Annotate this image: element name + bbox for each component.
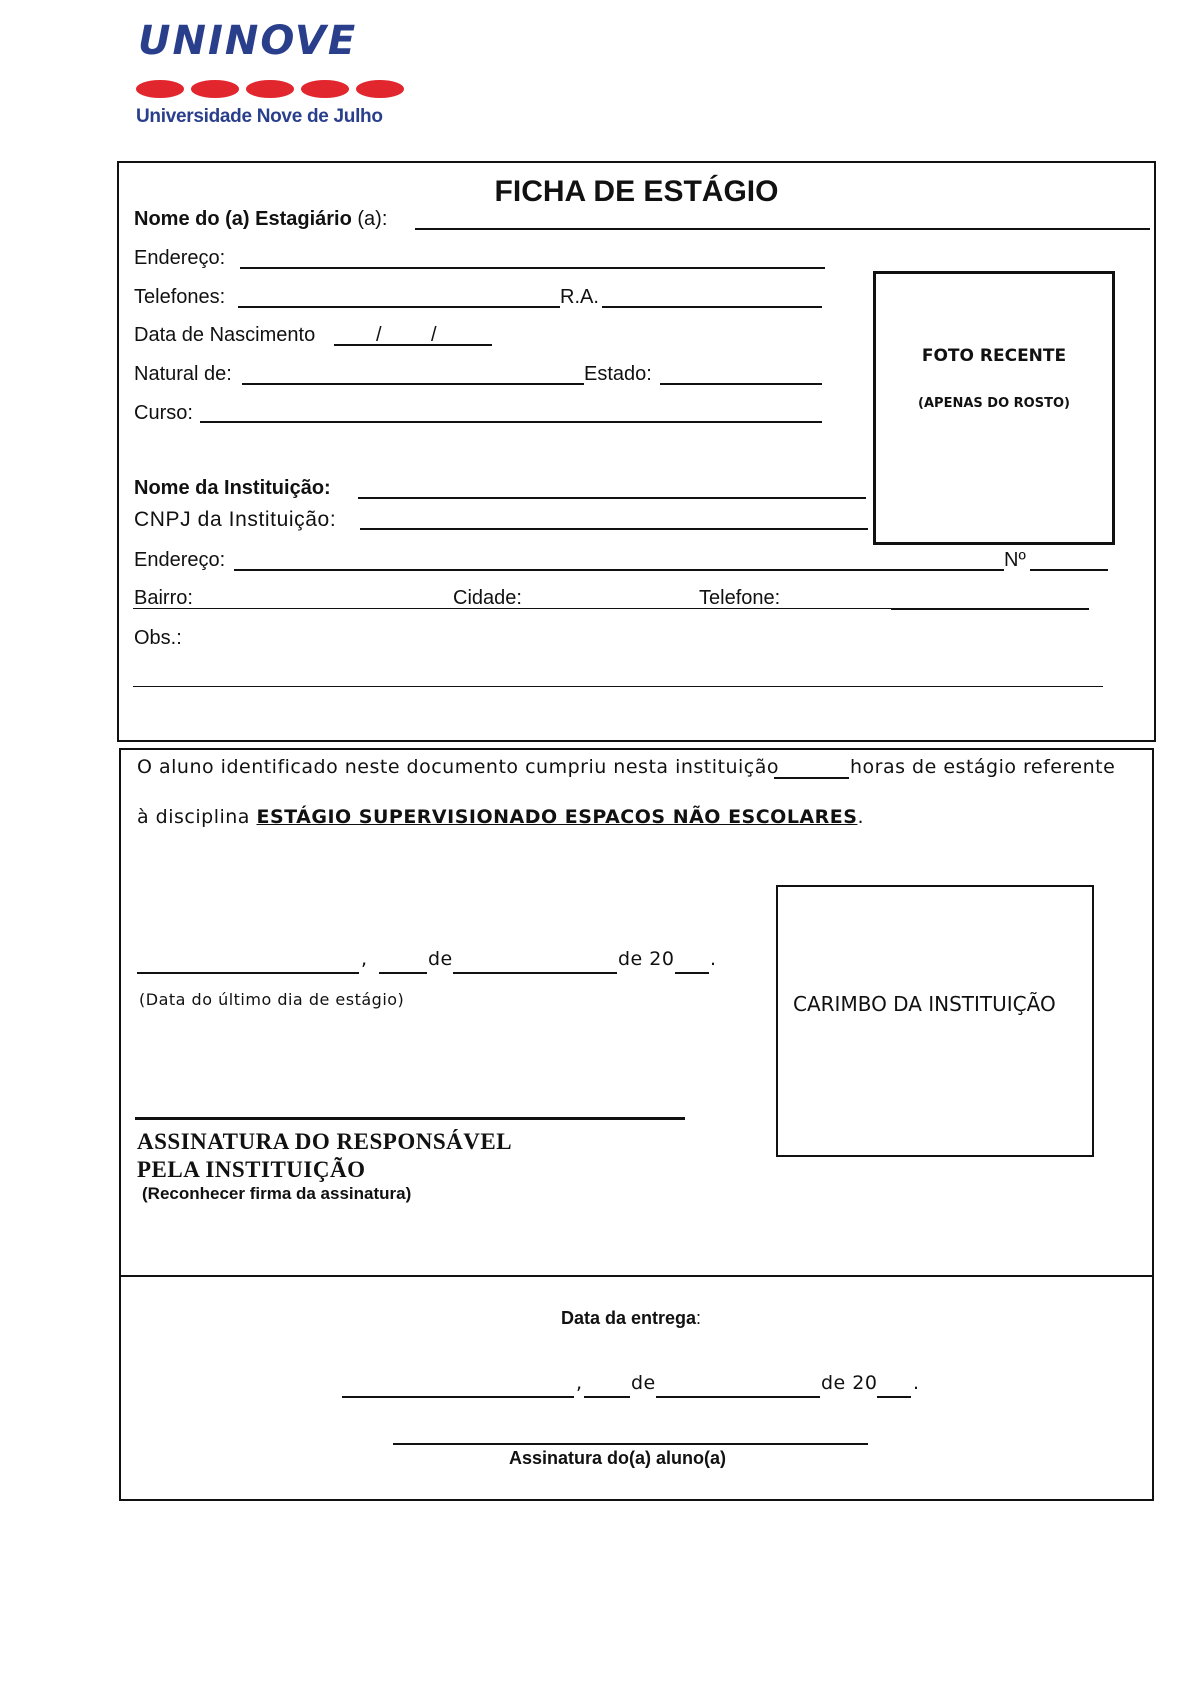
declaration-text-2: horas de estágio referente: [850, 756, 1116, 778]
obs-label: Obs.:: [134, 627, 182, 649]
date-end: .: [710, 948, 717, 970]
form-title: FICHA DE ESTÁGIO: [494, 175, 779, 208]
logo-dot: [301, 80, 349, 98]
declaration-text-1: O aluno identificado neste documento cumpriu nesta instituição: [137, 756, 780, 778]
intern-address-field[interactable]: [240, 267, 825, 269]
intern-address-label: Endereço:: [134, 247, 226, 269]
institution-district-label: Bairro:: [134, 587, 193, 609]
birthplace-field[interactable]: [242, 383, 584, 385]
logo-dot: [246, 80, 294, 98]
institution-city-label: Cidade:: [453, 587, 522, 609]
institution-number-label: Nº: [1004, 549, 1026, 571]
delivery-comma: ,: [576, 1372, 583, 1394]
photo-box-note: (APENAS DO ROSTO): [918, 396, 1070, 411]
birth-date-label: Data de Nascimento: [134, 324, 316, 346]
state-label: Estado:: [584, 363, 652, 385]
intern-ra-label: R.A.: [560, 286, 599, 308]
logo-dots: [136, 80, 404, 98]
logo-dot: [191, 80, 239, 98]
birth-date-sep: /: [376, 324, 382, 346]
course-label: Curso:: [134, 402, 193, 424]
intern-phones-label: Telefones:: [134, 286, 226, 308]
course-field[interactable]: [200, 421, 822, 423]
stage-day-field[interactable]: [379, 972, 427, 974]
student-signature-label: Assinatura do(a) aluno(a): [509, 1448, 727, 1468]
responsible-signature-title-2: PELA INSTITUIÇÃO: [137, 1157, 366, 1182]
logo-wordmark: UNINOVE: [138, 18, 358, 64]
date-comma: ,: [361, 948, 368, 970]
responsible-signature-note: (Reconhecer firma da assinatura): [142, 1184, 412, 1203]
photo-box-title: FOTO RECENTE: [921, 346, 1067, 366]
delivery-month-field[interactable]: [656, 1396, 820, 1398]
birthplace-label: Natural de:: [134, 363, 232, 385]
institution-address-field[interactable]: [234, 569, 1004, 571]
stage-month-field[interactable]: [453, 972, 617, 974]
discipline-name: ESTÁGIO SUPERVISIONADO ESPACOS NÃO ESCOLARES: [256, 806, 858, 828]
delivery-city-field[interactable]: [342, 1396, 574, 1398]
institution-address-label: Endereço:: [134, 549, 226, 571]
hours-field[interactable]: [774, 777, 849, 779]
intern-name-label: Nome do (a) Estagiário (a):: [134, 208, 388, 230]
stage-city-field[interactable]: [137, 972, 359, 974]
date-de-20: de 20: [618, 948, 675, 970]
student-signature-line[interactable]: [393, 1443, 868, 1445]
date-note: (Data do último dia de estágio): [139, 990, 405, 1009]
logo-dot: [136, 80, 184, 98]
state-field[interactable]: [660, 383, 822, 385]
intern-ra-field[interactable]: [602, 306, 822, 308]
institution-location-line[interactable]: [133, 608, 891, 609]
stamp-box[interactable]: [776, 885, 1094, 1157]
institution-number-field[interactable]: [1030, 569, 1108, 571]
responsible-signature-title-1: ASSINATURA DO RESPONSÁVEL: [137, 1129, 513, 1154]
delivery-date-label: Data da entrega:: [561, 1308, 702, 1328]
photo-box[interactable]: [873, 271, 1115, 545]
institution-name-field[interactable]: [358, 497, 866, 499]
institution-phone-label: Telefone:: [699, 587, 781, 609]
logo-subtitle: Universidade Nove de Julho: [136, 106, 383, 127]
date-de: de: [428, 948, 453, 970]
stage-year-field[interactable]: [675, 972, 709, 974]
delivery-end: .: [913, 1372, 920, 1394]
obs-field[interactable]: [133, 686, 1103, 687]
delivery-de: de: [631, 1372, 656, 1394]
declaration-line-2: à disciplina ESTÁGIO SUPERVISIONADO ESPACOS NÃO ESCOLARES.: [137, 806, 864, 828]
stamp-label: CARIMBO DA INSTITUIÇÃO: [793, 992, 1056, 1016]
delivery-year-field[interactable]: [877, 1396, 911, 1398]
institution-name-label: Nome da Instituição:: [134, 477, 331, 499]
responsible-signature-line[interactable]: [135, 1117, 685, 1120]
delivery-day-field[interactable]: [584, 1396, 630, 1398]
birth-date-sep: /: [431, 324, 437, 346]
intern-name-field[interactable]: [415, 228, 1150, 230]
logo-dot: [356, 80, 404, 98]
birth-date-field[interactable]: [334, 344, 492, 346]
institution-cnpj-label: CNPJ da Instituição:: [134, 508, 337, 531]
institution-cnpj-field[interactable]: [360, 528, 868, 530]
uninove-logo: [134, 18, 414, 127]
delivery-de-20: de 20: [821, 1372, 878, 1394]
institution-phone-field[interactable]: [891, 608, 1089, 610]
intern-phones-field[interactable]: [238, 306, 560, 308]
